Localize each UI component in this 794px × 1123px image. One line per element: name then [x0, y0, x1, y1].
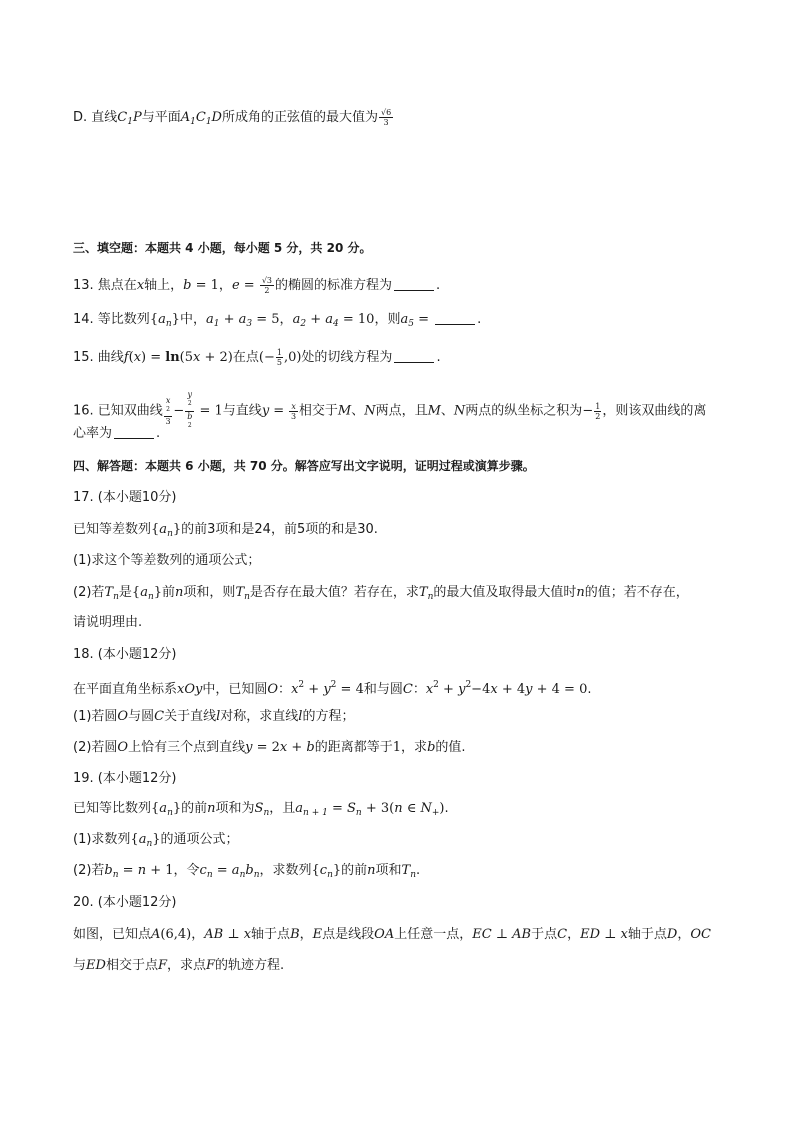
- answer-blank[interactable]: [394, 362, 434, 363]
- q20-stem-line2: 与ED相交于点F，求点F的轨迹方程.: [73, 958, 285, 973]
- question-13: 13. 焦点在x轴上，b = 1，e = $\frac{√3}{2}$ 的椭圆的标准方程为 .: [73, 276, 441, 295]
- question-16-line1: 16. 已知双曲线 x $^2$ 3 − y $^2$ b $^2$ = 1与直线y = $\frac{x}{3}$ 相交于M、N两点，且M、N两点的纵坐标之积为− $\frac{1}{2}$ ，则该双曲线的离: [73, 390, 707, 429]
- section-4-heading: 四、解答题：本题共 6 小题，共 70 分。解答应写出文字说明，证明过程或演算步骤。: [73, 459, 535, 473]
- answer-blank[interactable]: [394, 290, 434, 291]
- q17-title: 17. (本小题10分): [73, 490, 177, 505]
- section-3-heading: 三、填空题：本题共 4 小题，每小题 5 分，共 20 分。: [73, 241, 372, 255]
- q17-part2-cont: 请说明理由.: [73, 615, 143, 630]
- q18-title: 18. (本小题12分): [73, 647, 177, 662]
- q19-stem: 已知等比数列$\{a_n\}$的前n项和为$S_n$，且$a_{n + 1} = S_n + 3(n$ ∈ $N_+$).: [73, 801, 449, 818]
- question-15: 15. 曲线f(x) = ln(5x + 2)在点(− $\frac{1}{5}$ ,0)处的切线方程为 .: [73, 348, 441, 367]
- q20-title: 20. (本小题12分): [73, 895, 177, 910]
- question-16-line2: 心率为 .: [73, 426, 161, 441]
- q17-stem: 已知等差数列$\{a_n\}$的前3项和是24，前5项的和是30.: [73, 522, 378, 539]
- answer-blank[interactable]: [114, 438, 154, 439]
- q18-stem: 在平面直角坐标系xOy中，已知圆O：$x^2 + y^2 = 4$和与圆C：$x^2 + y^2-4x + 4y + 4 = 0$.: [73, 680, 592, 697]
- q18-part2: (2)若圆O上恰有三个点到直线y = 2x + b的距离都等于1，求b的值.: [73, 740, 466, 755]
- option-d-line: D. 直线$C_1P$与平面$A_1C_1D$所成角的正弦值的最大值为 $\frac{√6}{3}$: [73, 108, 392, 127]
- q17-part2: (2)若$T_n$是$\{a_n\}$前n项和，则$T_n$是否存在最大值？若存在，求$T_n$的最大值及取得最大值时n的值；若不存在，: [73, 585, 689, 602]
- question-14: 14. 等比数列$\{a_n\}$中，$a_1 + a_3 = 5$，$a_2 + a_4 = 10$，则$a_5$ = .: [73, 312, 482, 329]
- q20-stem-line1: 如图，已知点A(6,4)，AB ⊥ x轴于点B，E点是线段OA上任意一点，EC ⊥ AB于点C，ED ⊥ x轴于点D，OC: [73, 927, 711, 942]
- q19-part1: (1)求数列$\{a_n\}$的通项公式；: [73, 832, 239, 849]
- q19-title: 19. (本小题12分): [73, 771, 177, 786]
- q18-part1: (1)若圆O与圆C关于直线l对称，求直线l的方程；: [73, 709, 355, 724]
- q17-part1: (1)求这个等差数列的通项公式；: [73, 553, 261, 568]
- answer-blank[interactable]: [435, 324, 475, 325]
- q19-part2: (2)若$b_n = n + 1$，令$c_n = a_nb_n$，求数列$\{c_n\}$的前n项和$T_n$.: [73, 863, 421, 880]
